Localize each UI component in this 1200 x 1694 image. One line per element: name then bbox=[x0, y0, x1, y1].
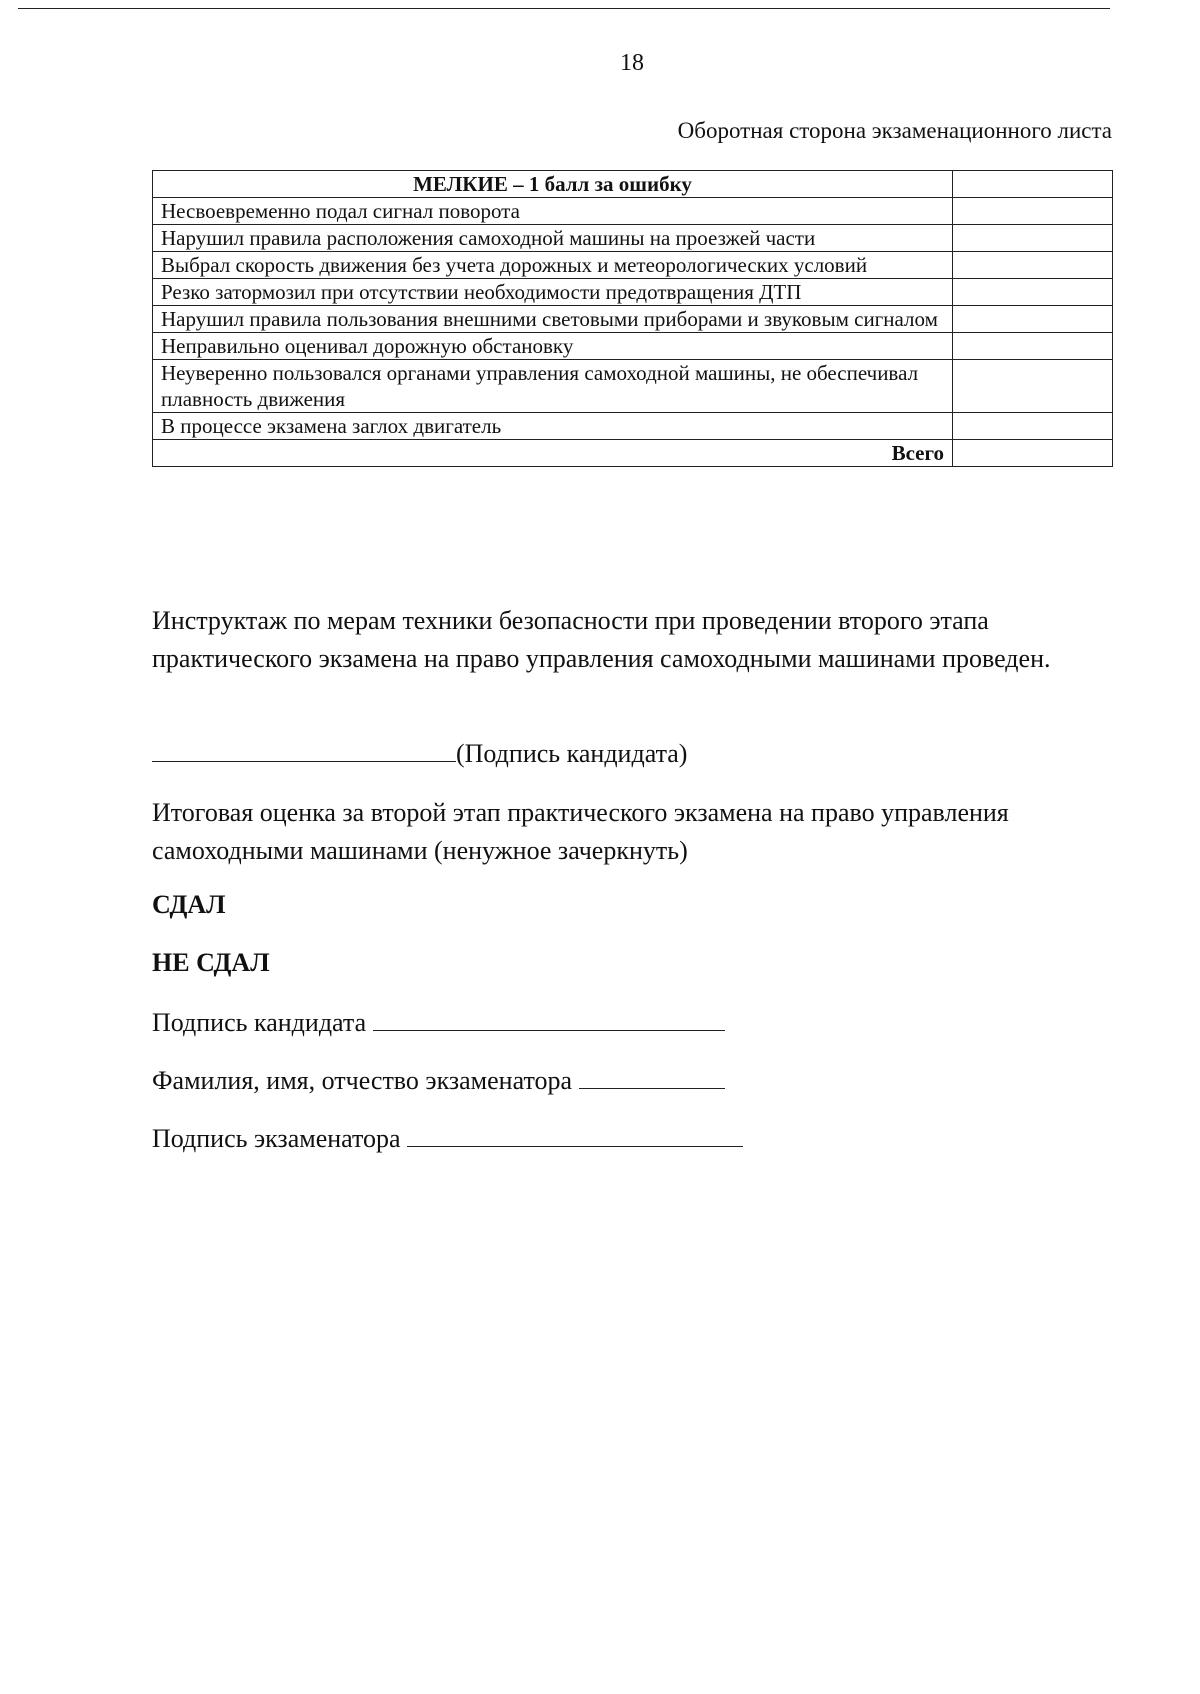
table-row bbox=[153, 333, 1113, 360]
error-item: Нарушил правила пользования внешними световыми приборами и звуковым сигналом bbox=[153, 306, 953, 333]
table-row bbox=[153, 279, 1113, 306]
score-cell[interactable] bbox=[953, 306, 1113, 333]
score-cell[interactable] bbox=[953, 171, 1113, 198]
error-item: Неправильно оценивал дорожную обстановку bbox=[153, 333, 953, 360]
examiner-name bbox=[152, 1060, 1112, 1100]
table-row bbox=[153, 252, 1113, 279]
error-item: Резко затормозил при отсутствии необходимости предотвращения ДТП bbox=[153, 279, 953, 306]
candidate-signature-label: Подпись кандидата bbox=[152, 1008, 367, 1037]
failed-option[interactable]: НЕ СДАЛ bbox=[152, 948, 270, 977]
error-item: Неуверенно пользовался органами управления самоходной машины, не обеспечивал плавность движения bbox=[153, 360, 953, 413]
passed-option[interactable]: СДАЛ bbox=[152, 890, 226, 919]
examiner-name-label: Фамилия, имя, отчество экзаменатора bbox=[152, 1066, 572, 1095]
error-item: Нарушил правила расположения самоходной машины на проезжей части bbox=[153, 225, 953, 252]
candidate-signature-caption: (Подпись кандидата) bbox=[456, 739, 688, 768]
sheet-side-title: Оборотная сторона экзаменационного листа bbox=[677, 118, 1112, 143]
score-cell[interactable] bbox=[953, 252, 1113, 279]
error-item: В процессе экзамена заглох двигатель bbox=[153, 413, 953, 440]
table-row bbox=[153, 198, 1113, 225]
briefing-text: Инструктаж по мерам техники безопасности при проведении второго этапа практического экзамена на право управления самоходными машинами проведен. bbox=[152, 606, 1051, 673]
score-cell[interactable] bbox=[953, 198, 1113, 225]
page-number: 18 bbox=[620, 50, 644, 76]
table-row bbox=[153, 225, 1113, 252]
score-cell[interactable] bbox=[953, 279, 1113, 306]
candidate-briefing-signature-line[interactable] bbox=[152, 733, 456, 762]
score-cell[interactable] bbox=[953, 333, 1113, 360]
score-cell[interactable] bbox=[953, 225, 1113, 252]
error-item: Несвоевременно подал сигнал поворота bbox=[153, 198, 953, 225]
error-item: Выбрал скорость движения без учета дорожных и метеорологических условий bbox=[153, 252, 953, 279]
total-score-cell[interactable] bbox=[953, 440, 1113, 467]
examiner-name-line[interactable] bbox=[579, 1060, 725, 1089]
examiner-signature-line[interactable] bbox=[407, 1118, 743, 1147]
table-header: МЕЛКИЕ – 1 балл за ошибку bbox=[153, 171, 953, 198]
examiner-signature-label: Подпись экзаменатора bbox=[152, 1124, 401, 1153]
total-label: Всего bbox=[153, 440, 953, 467]
candidate-signature-line[interactable] bbox=[373, 1002, 725, 1031]
score-cell[interactable] bbox=[953, 413, 1113, 440]
examiner-signature bbox=[152, 1118, 1112, 1158]
table-header-row bbox=[153, 171, 1113, 198]
top-rule bbox=[18, 8, 1110, 9]
candidate-signature bbox=[152, 1002, 1112, 1042]
table-total-row bbox=[153, 440, 1113, 467]
table-row bbox=[153, 306, 1113, 333]
final-grade-text: Итоговая оценка за второй этап практического экзамена на право управления самоходными машинами (ненужное зачеркнуть) bbox=[152, 798, 1009, 865]
score-cell[interactable] bbox=[953, 360, 1113, 413]
candidate-briefing-signature bbox=[152, 733, 1112, 773]
table-row bbox=[153, 360, 1113, 413]
table-row bbox=[153, 413, 1113, 440]
minor-errors-table bbox=[152, 170, 1113, 467]
